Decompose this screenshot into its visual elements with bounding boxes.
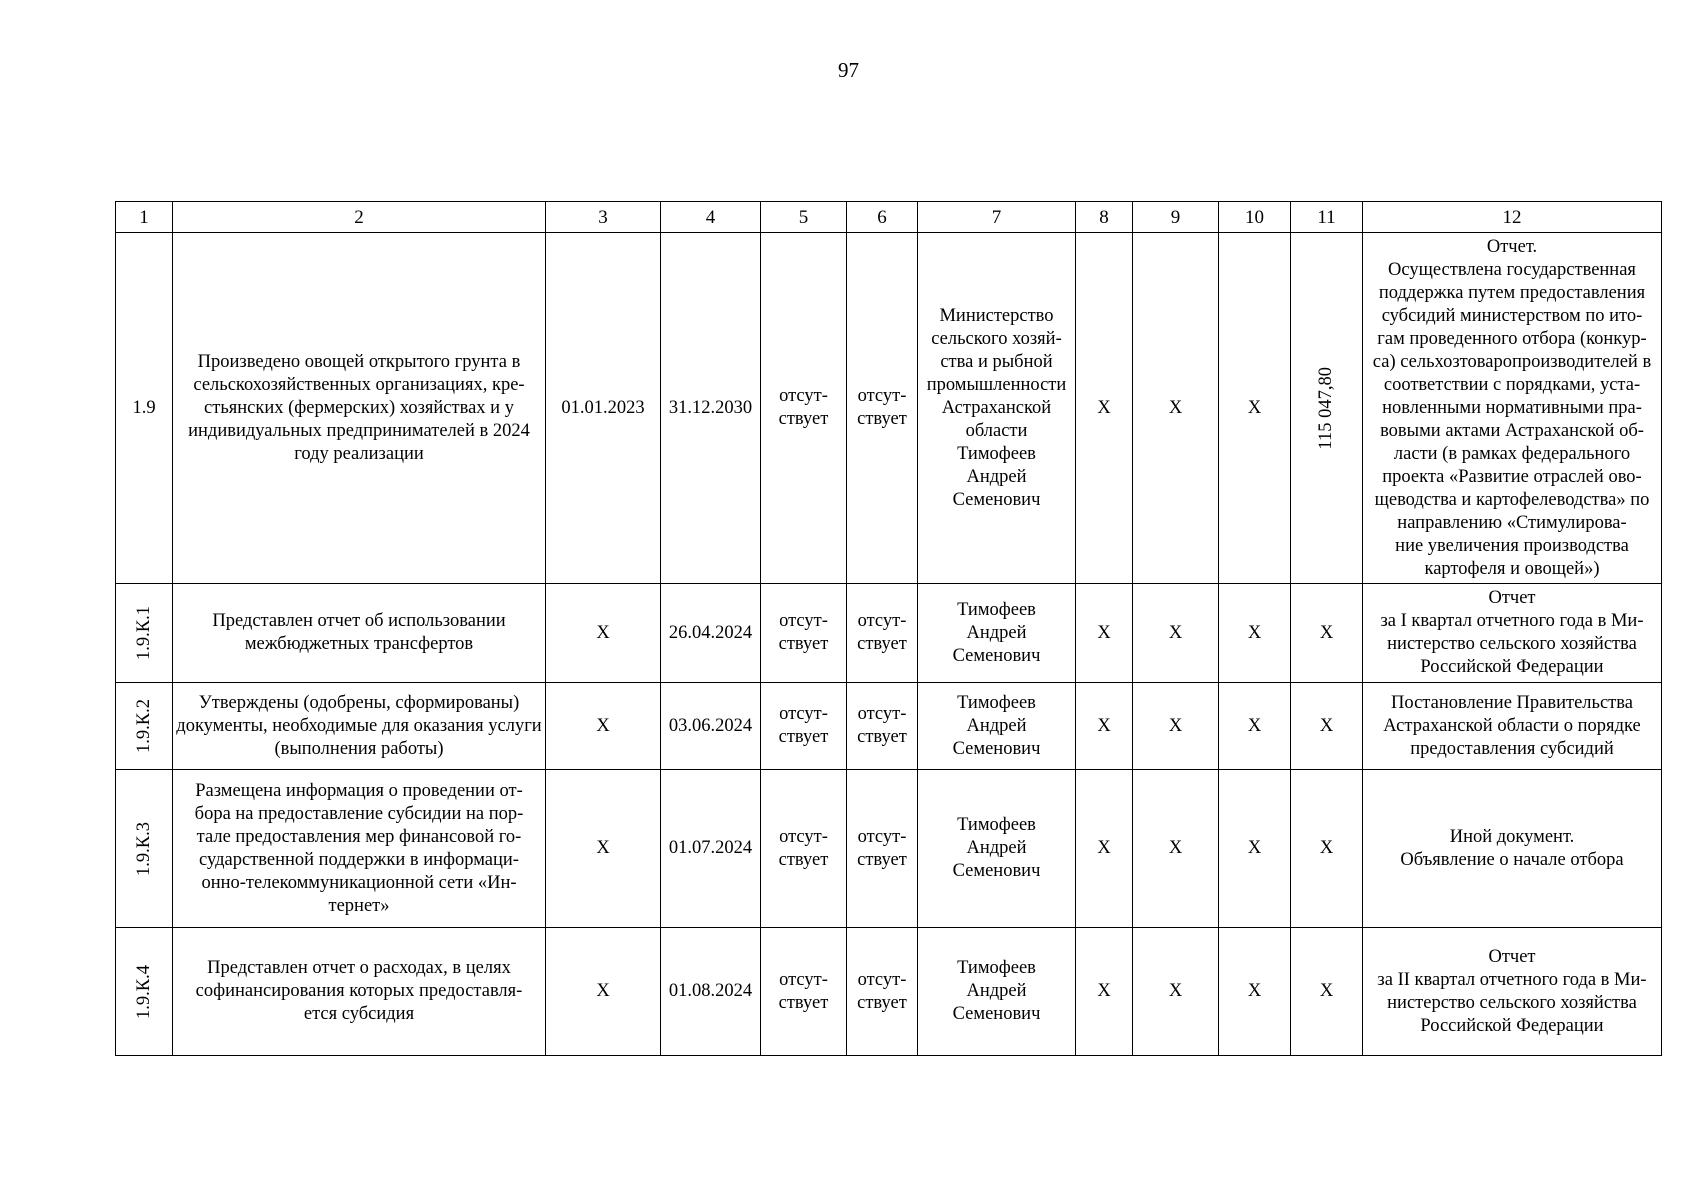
- col8-value: X: [1076, 683, 1133, 770]
- col9-value: X: [1133, 928, 1219, 1056]
- col8-value: X: [1076, 584, 1133, 683]
- col10-value: X: [1219, 928, 1291, 1056]
- responsible: Тимофеев Андрей Семенович: [918, 770, 1076, 928]
- row-number-cell: [116, 770, 173, 928]
- col5-value: отсут- ствует: [761, 233, 847, 584]
- col5-value: отсут- ствует: [761, 683, 847, 770]
- header-cell-11: 11: [1291, 202, 1363, 233]
- col5-value: отсут- ствует: [761, 584, 847, 683]
- header-cell-7: 7: [918, 202, 1076, 233]
- header-cell-4: 4: [661, 202, 761, 233]
- col6-value: отсут- ствует: [847, 584, 918, 683]
- col9-value: X: [1133, 584, 1219, 683]
- result-name: Представлен отчет об использовании межбюджетных трансфертов: [173, 584, 546, 683]
- end-date: 03.06.2024: [661, 683, 761, 770]
- row-number: 1.9.К.3: [133, 821, 154, 876]
- header-cell-9: 9: [1133, 202, 1219, 233]
- start-date: X: [546, 683, 661, 770]
- responsible: Министерство сельского хозяй- ства и рыбной промышленности Астраханской области Тимофеев Андрей Семенович: [918, 233, 1076, 584]
- header-cell-10: 10: [1219, 202, 1291, 233]
- header-cell-12: 12: [1363, 202, 1662, 233]
- col10-value: X: [1219, 584, 1291, 683]
- plan-table: [115, 201, 1662, 1056]
- start-date: 01.01.2023: [546, 233, 661, 584]
- start-date: X: [546, 584, 661, 683]
- result-name: Произведено овощей открытого грунта в сельскохозяйственных организациях, кре- стьянских (фермерских) хозяйствах и у индивидуальных предпринимателей в 2024 году реализации: [173, 233, 546, 584]
- col10-value: X: [1219, 770, 1291, 928]
- header-cell-8: 8: [1076, 202, 1133, 233]
- col8-value: X: [1076, 928, 1133, 1056]
- row-number: 1.9: [116, 233, 173, 584]
- result-name: Представлен отчет о расходах, в целях софинансирования которых предоставля- ется субсидия: [173, 928, 546, 1056]
- col6-value: отсут- ствует: [847, 233, 918, 584]
- col9-value: X: [1133, 770, 1219, 928]
- row-number-cell: [116, 928, 173, 1056]
- col5-value: отсут- ствует: [761, 928, 847, 1056]
- col11-cell: [1291, 233, 1363, 584]
- col11-value: X: [1291, 928, 1363, 1056]
- row-number: 1.9.К.4: [133, 964, 154, 1019]
- responsible: Тимофеев Андрей Семенович: [918, 928, 1076, 1056]
- table-row: [116, 770, 1662, 928]
- col6-value: отсут- ствует: [847, 683, 918, 770]
- header-cell-6: 6: [847, 202, 918, 233]
- col9-value: X: [1133, 233, 1219, 584]
- end-date: 01.08.2024: [661, 928, 761, 1056]
- row-number-cell: [116, 584, 173, 683]
- header-cell-2: 2: [173, 202, 546, 233]
- document-type: Иной документ. Объявление о начале отбора: [1363, 770, 1662, 928]
- col5-value: отсут- ствует: [761, 770, 847, 928]
- header-cell-1: 1: [116, 202, 173, 233]
- page-number: 97: [838, 58, 859, 82]
- document-type: Отчет за II квартал отчетного года в Ми- нистерство сельского хозяйства Российской Федерации: [1363, 928, 1662, 1056]
- end-date: 31.12.2030: [661, 233, 761, 584]
- col11-value: X: [1291, 683, 1363, 770]
- document-type: Постановление Правительства Астраханской области о порядке предоставления субсидий: [1363, 683, 1662, 770]
- col6-value: отсут- ствует: [847, 770, 918, 928]
- col9-value: X: [1133, 683, 1219, 770]
- col11-value: X: [1291, 584, 1363, 683]
- table-row: [116, 928, 1662, 1056]
- col8-value: X: [1076, 233, 1133, 584]
- end-date: 01.07.2024: [661, 770, 761, 928]
- col10-value: X: [1219, 233, 1291, 584]
- end-date: 26.04.2024: [661, 584, 761, 683]
- document-type: Отчет за I квартал отчетного года в Ми- нистерство сельского хозяйства Российской Федерации: [1363, 584, 1662, 683]
- responsible: Тимофеев Андрей Семенович: [918, 584, 1076, 683]
- col6-value: отсут- ствует: [847, 928, 918, 1056]
- col8-value: X: [1076, 770, 1133, 928]
- row-number-cell: [116, 683, 173, 770]
- header-cell-5: 5: [761, 202, 847, 233]
- result-name: Утверждены (одобрены, сформированы) документы, необходимые для оказания услуги (выполнения работы): [173, 683, 546, 770]
- start-date: X: [546, 928, 661, 1056]
- row-number: 1.9.К.1: [133, 606, 154, 660]
- result-name: Размещена информация о проведении от- бора на предоставление субсидии на пор- тале предоставления мер финансовой го- сударственной поддержки в информаци- онно-телекоммуникационной сети «Ин- тернет»: [173, 770, 546, 928]
- start-date: X: [546, 770, 661, 928]
- funding-amount: 115 047,80: [1316, 366, 1336, 450]
- col10-value: X: [1219, 683, 1291, 770]
- document-type: Отчет. Осуществлена государственная поддержка путем предоставления субсидий министерством по ито- гам проведенного отбора (конкур- са) сельхозтоваропроизводителей в соответствии с порядками, уста- новленными нормативными пра- вовыми актами Астраханской об- ласти (в рамках федерального проекта «Развитие отраслей ово- щеводства и картофелеводства» по направлению «Стимулирова- ние увеличения производства картофеля и овощей»): [1363, 233, 1662, 584]
- table-row: [116, 233, 1662, 584]
- table-row: [116, 584, 1662, 683]
- header-cell-3: 3: [546, 202, 661, 233]
- responsible: Тимофеев Андрей Семенович: [918, 683, 1076, 770]
- table-row: [116, 683, 1662, 770]
- col11-value: X: [1291, 770, 1363, 928]
- header-row: [116, 202, 1662, 233]
- row-number: 1.9.К.2: [133, 699, 154, 753]
